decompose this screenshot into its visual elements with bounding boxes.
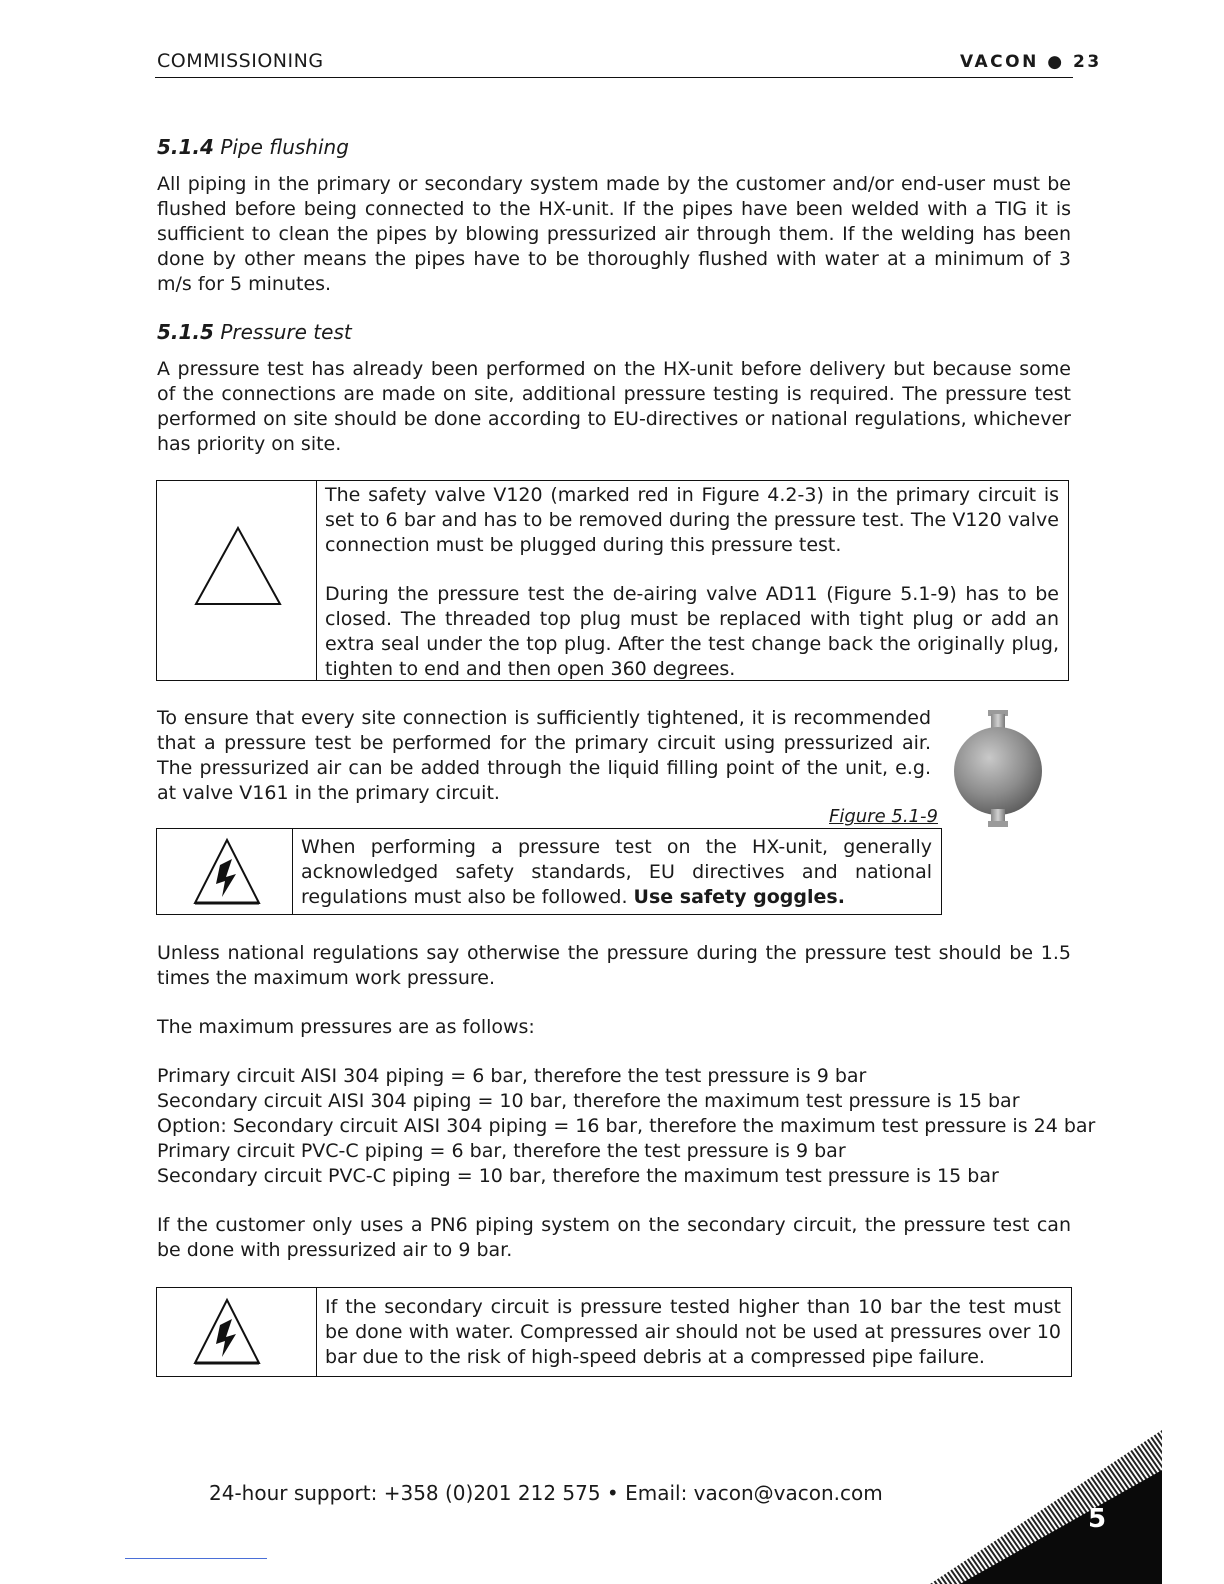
header-rule <box>155 77 1073 78</box>
hazard-text: When performing a pressure test on the HX-unit, generally acknowledged safety standards, EU directives and national regulations must also be followed. <box>301 836 932 908</box>
heading-number: 5.1.5 <box>157 320 214 344</box>
hazard-box-goggles <box>156 828 942 915</box>
brand-page-number: VACON ● 23 <box>960 52 1102 72</box>
pn6-paragraph: If the customer only uses a PN6 piping system on the secondary circuit, the pressure test can be done with pressurized air to 9 bar. <box>157 1214 1071 1261</box>
link-underline <box>125 1558 267 1559</box>
electric-hazard-icon <box>192 837 262 907</box>
ensure-paragraph: To ensure that every site connection is sufficiently tightened, it is recommended that a pressure test be performed for the primary circuit using pressurized air. The pressurized air can be added through the liquid filling point of the unit, e.g. at valve V161 in the primary circuit. <box>157 707 931 804</box>
caution-icon-cell <box>157 481 317 680</box>
pressure-item: Secondary circuit AISI 304 piping = 10 bar, therefore the maximum test pressure is 15 bar <box>157 1090 1020 1112</box>
pressure-item: Primary circuit AISI 304 piping = 6 bar, therefore the test pressure is 9 bar <box>157 1065 867 1087</box>
support-footer: 24-hour support: +358 (0)201 212 575 • Email: vacon@vacon.com <box>209 1481 883 1505</box>
unless-paragraph: Unless national regulations say otherwise the pressure during the pressure test should be 1.5 times the maximum work pressure. <box>157 942 1071 989</box>
hazard-icon-cell <box>157 1288 317 1376</box>
safety-goggles-emphasis: Use safety goggles. <box>633 886 845 908</box>
pressure-test-paragraph: A pressure test has already been performed on the HX-unit before delivery but because some of the connections are made on site, additional pressure testing is required. The pressure test performed on site should be done according to EU-directives or national regulations, whichever has priority on site. <box>157 358 1071 455</box>
heading-number: 5.1.4 <box>157 135 214 159</box>
heading-title: Pipe flushing <box>220 135 349 159</box>
pressure-list <box>157 1064 1096 1189</box>
hazard-icon-cell <box>157 829 293 914</box>
corner-graphic <box>930 1430 1162 1584</box>
pressure-item: Secondary circuit PVC-C piping = 10 bar, therefore the maximum test pressure is 15 bar <box>157 1165 999 1187</box>
figure-caption: Figure 5.1-9 <box>829 806 938 827</box>
electric-hazard-icon <box>192 1297 262 1367</box>
heading-title: Pressure test <box>220 320 352 344</box>
warning-triangle-icon <box>193 525 283 607</box>
heading-pressure-test <box>157 320 352 344</box>
max-pressures-intro: The maximum pressures are as follows: <box>157 1016 535 1038</box>
section-header: COMMISSIONING <box>157 50 324 72</box>
pressure-item: Option: Secondary circuit AISI 304 piping = 16 bar, therefore the maximum test pressure is 24 bar <box>157 1115 1096 1137</box>
page-number: 5 <box>1088 1504 1107 1534</box>
hazard-text-water: If the secondary circuit is pressure tested higher than 10 bar the test must be done with water. Compressed air should not be used at pressures over 10 bar due to the risk of high-speed debris at a compressed pipe failure. <box>325 1296 1061 1368</box>
hazard-text-goggles <box>301 835 932 910</box>
caution-box <box>156 480 1069 681</box>
caution-text-1: The safety valve V120 (marked red in Figure 4.2-3) in the primary circuit is set to 6 bar and has to be removed during the pressure test. The V120 valve connection must be plugged during this pressure test. <box>325 484 1059 556</box>
pipe-flushing-paragraph: All piping in the primary or secondary system made by the customer and/or end-user must be flushed before being connected to the HX-unit. If the pipes have been welded with a TIG it is sufficient to clean the pipes by blowing pressurized air through them. If the welding has been done by other means the pipes have to be thoroughly flushed with water at a minimum of 3 m/s for 5 minutes. <box>157 173 1071 295</box>
pressure-item: Primary circuit PVC-C piping = 6 bar, therefore the test pressure is 9 bar <box>157 1140 846 1162</box>
de-airing-valve-image <box>950 708 1046 833</box>
heading-pipe-flushing <box>157 135 349 159</box>
hazard-box-water <box>156 1287 1072 1377</box>
caution-text-2: During the pressure test the de-airing valve AD11 (Figure 5.1-9) has to be closed. The threaded top plug must be replaced with tight plug or add an extra seal under the top plug. After the test change back the originally plug, tighten to end and then open 360 degrees. <box>325 583 1059 680</box>
